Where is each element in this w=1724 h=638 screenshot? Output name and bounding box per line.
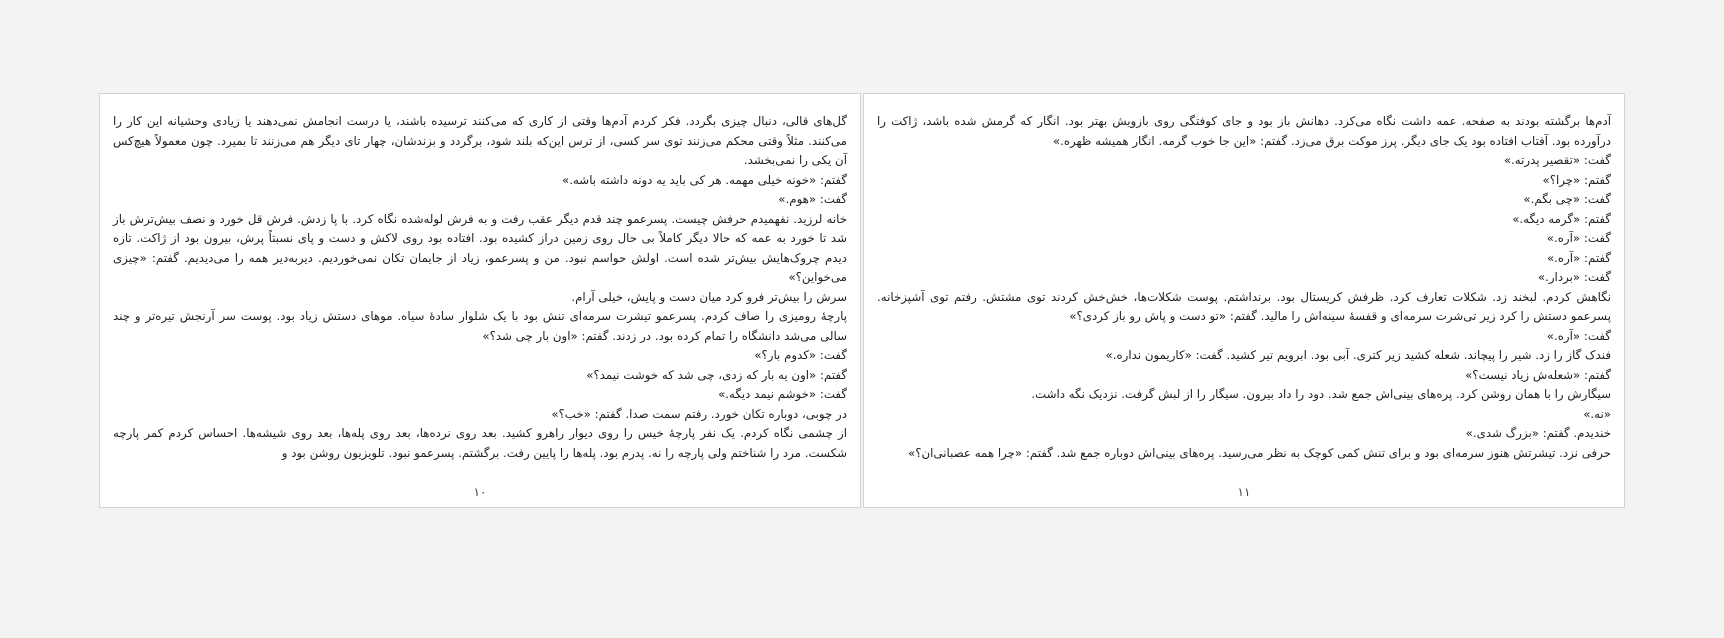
paragraph: گفتم: «اون یه بار که زدی، چی شد که خوشت نیمد؟»: [586, 367, 847, 382]
paragraph: گفت: «تقصیر پدرته.»: [1503, 153, 1611, 167]
paragraph: پارچهٔ رومیزی را صاف کردم. پسرعمو تیشرت سرمه‌ای تنش بود با یک شلوار سادهٔ سیاه. موهای دستش زیاد بود. پوست سر آرنجش تیره‌تر و چند سالی می‌شد دانشگاه را تمام کرده بود. در زدند. گفتم: «اون بار چی شد؟»: [113, 309, 847, 343]
paragraph: نگاهش کردم. لبخند زد. شکلات تعارف کرد. ظرفش کریستال بود. برنداشتم. پوست شکلات‌ها، خش‌خش کردند توی مشتش. رفتم توی آشپزخانه. پسرعمو دستش را کرد زیر تی‌شرت سرمه‌ای و قفسهٔ سینه‌اش را مالید. گفتم: «تو دست و پاش رو باز کردی؟»: [877, 289, 1611, 323]
paragraph: خندیدم. گفتم: «بزرگ شدی.»: [1465, 426, 1611, 440]
paragraph: در چوبی، دوباره تکان خورد. رفتم سمت صدا. گفتم: «خب؟»: [551, 406, 847, 421]
paragraph: سرش را بیش‌تر فرو کرد میان دست و پایش، خیلی آرام.: [571, 289, 847, 304]
paragraph: خانه لرزید. نفهمیدم حرفش چیست. پسرعمو چند قدم دیگر عقب رفت و به فرش لوله‌شده نگاه کرد. با پا زدش. فرش قل خورد و نصف بیش‌ترش باز شد تا خورد به عمه که حالا دیگر کاملاً بی حال روی زمین دراز کشیده بود. افتاده بود روی لاکش و دست و پای نسبتاً پرش، بیرون بود از ژاکت. تازه دیدم چروک‌هایش بیش‌تر شده است. اولش حواسم نبود. من و پسرعمو، زیاد از جایمان تکان نمی‌خوردیم. دیربه‌دیر همه را می‌دیدیم. گفتم: «چیزی می‌خواین؟»: [113, 211, 847, 284]
paragraph: از چشمی نگاه کردم. یک نفر پارچهٔ خیس را روی دیوار راهرو کشید. بعد روی نرده‌ها، بعد روی پله‌ها، بعد روی شیشه‌ها. احساس کردم کمر پارچه شکست. مرد را شناختم ولی پارچه را نه. پدرم بود. پله‌ها را پایین رفت. برگشتم. پسرعمو نبود. تلویزیون روشن بود و: [113, 426, 847, 460]
right-page: [863, 93, 1625, 508]
paragraph: گفت: «آره.»: [1546, 231, 1611, 245]
page-number: ۱۰: [473, 485, 487, 499]
paragraph: گفتم: «چرا؟»: [1542, 172, 1611, 187]
left-page: [99, 93, 861, 508]
paragraph: گفت: «بردار.»: [1537, 270, 1611, 284]
paragraph: گل‌های قالی، دنبال چیزی بگردد. فکر کردم آدم‌ها وقتی از کاری که می‌کنند ترسیده باشند، یا درست انجامش نمی‌دهند یا زیادی وحشیانه این کار را می‌کنند. مثلاً وقتی محکم می‌زنند توی سر کسی، از ترس این‌که بلند شود، برگردد و بزندشان، چهار تای دیگر هم می‌زنند تا بمیرد. چون معمولاً هیچ‌کس آن یکی را نمی‌بخشد.: [113, 114, 847, 167]
paragraph: گفتم: «گرمه دیگه.»: [1512, 211, 1611, 226]
paragraph: آدم‌ها برگشته بودند به صفحه. عمه داشت نگاه می‌کرد. دهانش باز بود و جای کوفتگی روی بازویش بهتر بود. انگار که گرمش شده باشد، ژاکت را درآورده بود. آفتاب افتاده بود یک جای دیگر. پرز موکت برق می‌زد. گفتم: «این جا خوب گرمه. انگار همیشه ظهره.»: [877, 114, 1611, 148]
page-number: ۱۱: [1237, 485, 1251, 499]
paragraph: گفت: «آره.»: [1546, 328, 1611, 343]
left-page-text: [113, 112, 847, 463]
paragraph: «نه.»: [1583, 406, 1611, 421]
paragraph: حرفی نزد. تیشرتش هنوز سرمه‌ای بود و برای تنش کمی کوچک به نظر می‌رسید. پره‌های بینی‌اش دوباره جمع شد. گفتم: «چرا همه عصبانی‌ان؟»: [908, 445, 1611, 460]
paragraph: سیگارش را با همان روشن کرد. پره‌های بینی‌اش جمع شد. دود را داد بیرون. سیگار را از لبش گرفت. نزدیک نگه داشت.: [1031, 387, 1611, 401]
paragraph: گفت: «چی بگم.»: [1523, 192, 1611, 206]
paragraph: گفتم: «آره.»: [1546, 250, 1611, 265]
paragraph: گفتم: «خونه خیلی مهمه. هر کی باید یه دونه داشته باشه.»: [562, 172, 847, 187]
paragraph: گفت: «کدوم بار؟»: [754, 348, 847, 362]
paragraph: گفت: «خوشم نیمد دیگه.»: [718, 387, 847, 401]
paragraph: گفت: «هوم.»: [778, 192, 847, 206]
paragraph: فندک گاز را زد. شیر را پیچاند. شعله کشید زیر کتری. آبی بود. ابرویم تیر کشید. گفت: «کاریمون نداره.»: [1105, 348, 1611, 362]
right-page-text: [877, 112, 1611, 463]
paragraph: گفتم: «شعله‌ش زیاد نیست؟»: [1465, 367, 1611, 382]
